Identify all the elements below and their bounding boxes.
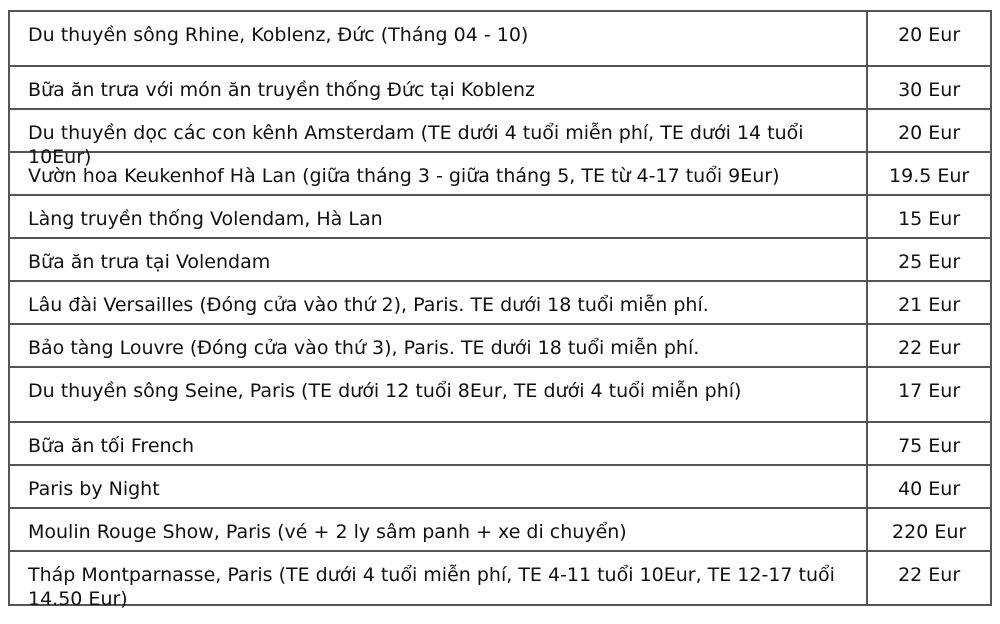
table-row	[10, 509, 992, 552]
row-description: Du thuyền sông Rhine, Koblenz, Đức (Tháng 04 - 10)	[10, 12, 868, 65]
row-price: 40 Eur	[868, 466, 992, 507]
table-row	[10, 153, 992, 196]
row-description: Lâu đài Versailles (Đóng cửa vào thứ 2), Paris. TE dưới 18 tuổi miễn phí.	[10, 282, 868, 323]
price-table	[8, 10, 992, 610]
row-description: Bữa ăn tối French	[10, 423, 868, 464]
table-row	[10, 12, 992, 67]
table-row	[10, 110, 992, 168]
row-price: 17 Eur	[868, 368, 992, 421]
row-description: Bảo tàng Louvre (Đóng cửa vào thứ 3), Paris. TE dưới 18 tuổi miễn phí.	[10, 325, 868, 366]
row-price: 220 Eur	[868, 509, 992, 550]
table-row	[10, 282, 992, 325]
row-price: 20 Eur	[868, 12, 992, 65]
row-description: Làng truyền thống Volendam, Hà Lan	[10, 196, 868, 237]
table-row	[10, 239, 992, 282]
row-description: Bữa ăn trưa với món ăn truyền thống Đức tại Koblenz	[10, 67, 868, 108]
row-price: 22 Eur	[868, 552, 992, 604]
table-row	[10, 196, 992, 239]
table-row	[10, 423, 992, 466]
row-price: 20 Eur	[868, 110, 992, 151]
row-description: Bữa ăn trưa tại Volendam	[10, 239, 868, 280]
row-description: Du thuyền dọc các con kênh Amsterdam (TE dưới 4 tuổi miễn phí, TE dưới 14 tuổi 10Eur)	[10, 110, 868, 151]
row-price: 30 Eur	[868, 67, 992, 108]
row-price: 75 Eur	[868, 423, 992, 464]
table-row	[10, 368, 992, 423]
table-row	[10, 552, 992, 610]
table-row	[10, 325, 992, 368]
row-description: Tháp Montparnasse, Paris (TE dưới 4 tuổi miễn phí, TE 4-11 tuổi 10Eur, TE 12-17 tuổi 14.50 Eur)	[10, 552, 868, 604]
row-description: Paris by Night	[10, 466, 868, 507]
table-row	[10, 466, 992, 509]
row-price: 22 Eur	[868, 325, 992, 366]
row-price: 21 Eur	[868, 282, 992, 323]
row-price: 15 Eur	[868, 196, 992, 237]
table-row	[10, 67, 992, 110]
row-description: Du thuyền sông Seine, Paris (TE dưới 12 tuổi 8Eur, TE dưới 4 tuổi miễn phí)	[10, 368, 868, 421]
row-price: 19.5 Eur	[868, 153, 992, 194]
row-price: 25 Eur	[868, 239, 992, 280]
row-description: Vườn hoa Keukenhof Hà Lan (giữa tháng 3 - giữa tháng 5, TE từ 4-17 tuổi 9Eur)	[10, 153, 868, 194]
row-description: Moulin Rouge Show, Paris (vé + 2 ly sâm panh + xe di chuyển)	[10, 509, 868, 550]
